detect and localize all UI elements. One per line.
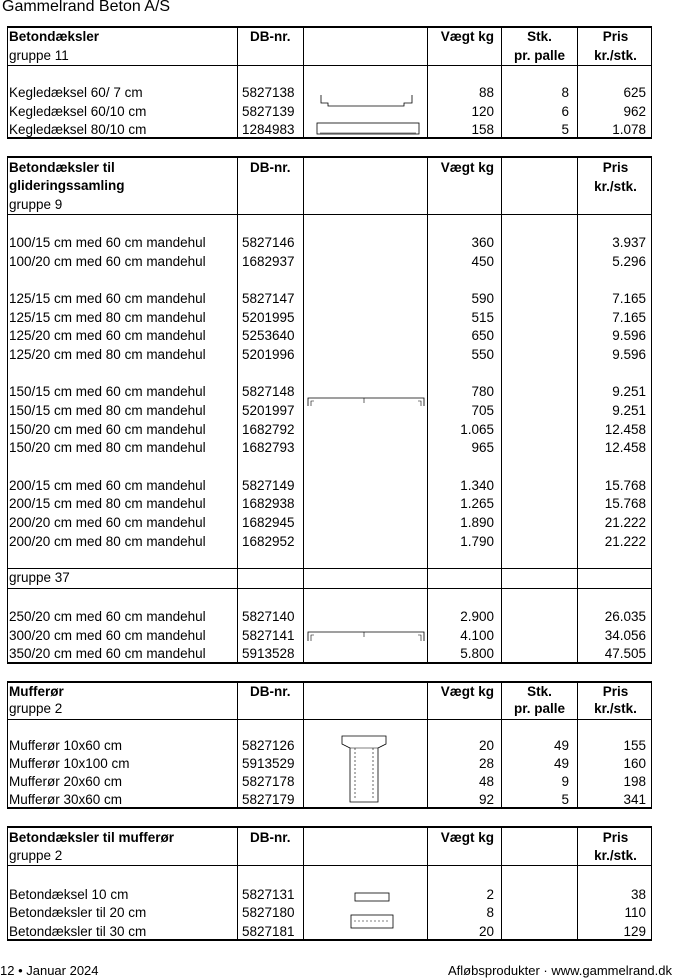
- row-stk: 6: [561, 104, 569, 119]
- row-stk: 8: [561, 85, 569, 100]
- row-name: 125/20 cm med 60 cm mandehul: [9, 328, 206, 343]
- row-name: 200/20 cm med 80 cm mandehul: [9, 534, 206, 549]
- weight-header: Vægt kg: [440, 684, 494, 699]
- row-db: 1682938: [242, 496, 295, 511]
- row-weight: 590: [471, 291, 494, 306]
- row-name: Kegledæksel 60/10 cm: [9, 104, 147, 119]
- row-name: 250/20 cm med 60 cm mandehul: [9, 609, 206, 624]
- row-name: Kegledæksel 60/ 7 cm: [9, 85, 143, 100]
- db-header: DB-nr.: [250, 830, 291, 845]
- row-name: 150/15 cm med 60 cm mandehul: [9, 384, 206, 399]
- company-title: Gammelrand Beton A/S: [2, 0, 171, 15]
- row-price: 198: [623, 774, 646, 789]
- row-price: 160: [623, 756, 646, 771]
- row-name: Betondæksel 10 cm: [9, 887, 129, 902]
- row-weight: 515: [471, 310, 494, 325]
- row-price: 5.296: [612, 254, 646, 269]
- cone-cover-large-drawing: [316, 122, 422, 136]
- row-weight: 1.790: [460, 534, 494, 549]
- row-price: 110: [624, 905, 646, 920]
- row-db: 5827139: [242, 104, 295, 119]
- pipe-cover-large-drawing: [348, 912, 398, 932]
- row-name: 350/20 cm med 60 cm mandehul: [9, 646, 206, 661]
- row-weight: 705: [471, 403, 494, 418]
- row-price: 12.458: [604, 440, 646, 455]
- row-db: 5827126: [242, 738, 295, 753]
- footer-page: 12 • Januar 2024: [0, 963, 99, 978]
- row-weight: 4.100: [460, 628, 494, 643]
- row-price: 21.222: [604, 515, 646, 530]
- row-db: 5201997: [242, 403, 295, 418]
- row-price: 129: [623, 924, 646, 939]
- socket-pipe-drawing: [338, 734, 390, 804]
- table-betondaeksler-mufferor: [7, 826, 652, 941]
- row-name: 150/20 cm med 80 cm mandehul: [9, 440, 206, 455]
- row-price: 7.165: [612, 291, 646, 306]
- row-weight: 2.900: [460, 609, 494, 624]
- row-db: 5827181: [242, 924, 295, 939]
- row-price: 962: [623, 104, 646, 119]
- row-weight: 965: [471, 440, 494, 455]
- group-label: gruppe 11: [9, 48, 69, 63]
- row-name: 125/20 cm med 80 cm mandehul: [9, 347, 206, 362]
- row-db: 5253640: [242, 328, 295, 343]
- db-header: DB-nr.: [250, 29, 291, 44]
- slab-cover-drawing: [306, 394, 426, 410]
- row-price: 21.222: [604, 534, 646, 549]
- section-title: Betondæksler til mufferør: [9, 830, 175, 845]
- row-db: 1682945: [242, 515, 295, 530]
- row-price: 9.251: [612, 403, 646, 418]
- row-price: 38: [630, 887, 646, 902]
- row-weight: 28: [478, 756, 494, 771]
- row-name: 125/15 cm med 60 cm mandehul: [9, 291, 206, 306]
- row-weight: 2: [486, 887, 494, 902]
- row-name: Mufferør 30x60 cm: [9, 792, 123, 807]
- price-header: Pris: [602, 29, 629, 44]
- row-stk: 49: [553, 756, 569, 771]
- cone-cover-drawing: [320, 90, 420, 108]
- weight-header: Vægt kg: [440, 160, 494, 175]
- row-price: 341: [623, 792, 646, 807]
- row-weight: 450: [471, 254, 494, 269]
- row-name: 100/20 cm med 60 cm mandehul: [9, 254, 206, 269]
- pipe-cover-small-drawing: [353, 890, 393, 904]
- price-subheader: kr./stk.: [594, 701, 637, 716]
- group-label-37: gruppe 37: [9, 570, 70, 585]
- row-db: 5913528: [242, 646, 295, 661]
- row-db: 5827138: [242, 85, 295, 100]
- group-label: gruppe 9: [9, 197, 63, 212]
- row-db: 1682793: [242, 440, 295, 455]
- row-weight: 1.340: [460, 478, 494, 493]
- row-db: 5201996: [242, 347, 295, 362]
- row-db: 5913529: [242, 756, 295, 771]
- table-mufferor: [7, 681, 652, 809]
- row-stk: 5: [561, 122, 569, 137]
- row-price: 155: [623, 738, 646, 753]
- row-db: 1682952: [242, 534, 295, 549]
- row-price: 34.056: [604, 628, 646, 643]
- row-stk: 5: [561, 792, 569, 807]
- row-name: Mufferør 10x100 cm: [9, 756, 130, 771]
- row-db: 5827179: [242, 792, 295, 807]
- row-name: 300/20 cm med 60 cm mandehul: [9, 628, 206, 643]
- db-header: DB-nr.: [250, 160, 291, 175]
- row-stk: 49: [553, 738, 569, 753]
- stk-header: Stk.: [527, 29, 552, 44]
- section-title-line2: glideringssamling: [9, 178, 125, 193]
- price-header: Pris: [602, 684, 629, 699]
- price-header: Pris: [602, 830, 629, 845]
- table-betondaeksler: [7, 26, 652, 139]
- row-price: 9.596: [612, 347, 646, 362]
- row-db: 5201995: [242, 310, 295, 325]
- row-db: 1682792: [242, 422, 295, 437]
- row-price: 15.768: [604, 478, 646, 493]
- row-db: 5827149: [242, 478, 295, 493]
- row-db: 5827140: [242, 609, 295, 624]
- stk-subheader: pr. palle: [513, 48, 566, 63]
- row-weight: 1.265: [460, 496, 494, 511]
- row-stk: 9: [561, 774, 569, 789]
- group-label: gruppe 2: [9, 848, 63, 863]
- row-name: 200/15 cm med 60 cm mandehul: [9, 478, 206, 493]
- row-weight: 1.065: [460, 422, 494, 437]
- row-price: 47.505: [604, 646, 646, 661]
- section-title: Betondæksler: [9, 29, 100, 44]
- row-weight: 88: [478, 85, 494, 100]
- row-price: 26.035: [604, 609, 646, 624]
- row-price: 1.078: [612, 122, 646, 137]
- price-subheader: kr./stk.: [594, 848, 637, 863]
- row-db: 1682937: [242, 254, 295, 269]
- row-db: 5827148: [242, 384, 295, 399]
- weight-header: Vægt kg: [440, 29, 494, 44]
- row-db: 1284983: [242, 122, 295, 137]
- row-name: 200/15 cm med 80 cm mandehul: [9, 496, 206, 511]
- row-name: Betondæksler til 20 cm: [9, 905, 147, 920]
- weight-header: Vægt kg: [440, 830, 494, 845]
- row-weight: 158: [471, 122, 494, 137]
- section-title: Mufferør: [9, 684, 64, 699]
- row-weight: 1.890: [460, 515, 494, 530]
- row-name: 200/20 cm med 60 cm mandehul: [9, 515, 206, 530]
- row-db: 5827147: [242, 291, 295, 306]
- db-header: DB-nr.: [250, 684, 291, 699]
- group-label: gruppe 2: [9, 701, 63, 716]
- row-weight: 8: [486, 905, 494, 920]
- row-name: Mufferør 20x60 cm: [9, 774, 123, 789]
- row-name: Mufferør 10x60 cm: [9, 738, 123, 753]
- slab-cover-large-drawing: [306, 628, 426, 644]
- row-weight: 48: [478, 774, 494, 789]
- row-price: 15.768: [604, 496, 646, 511]
- row-db: 5827178: [242, 774, 295, 789]
- table-betondaeksler-glidering: [7, 156, 652, 664]
- row-db: 5827141: [242, 628, 295, 643]
- row-name: 150/20 cm med 60 cm mandehul: [9, 422, 206, 437]
- row-price: 7.165: [612, 310, 646, 325]
- row-weight: 360: [471, 235, 494, 250]
- section-title-line1: Betondæksler til: [9, 160, 115, 175]
- row-weight: 20: [478, 738, 494, 753]
- row-weight: 780: [471, 384, 494, 399]
- row-weight: 650: [471, 328, 494, 343]
- price-subheader: kr./stk.: [594, 48, 637, 63]
- stk-header: Stk.: [527, 684, 552, 699]
- footer-site: Afløbsprodukter · www.gammelrand.dk: [448, 963, 672, 978]
- row-price: 12.458: [604, 422, 646, 437]
- row-name: Kegledæksel 80/10 cm: [9, 122, 147, 137]
- stk-subheader: pr. palle: [513, 701, 566, 716]
- row-db: 5827131: [242, 887, 295, 902]
- row-db: 5827180: [242, 905, 295, 920]
- row-weight: 20: [478, 924, 494, 939]
- row-price: 625: [623, 85, 646, 100]
- row-weight: 92: [478, 792, 494, 807]
- row-name: 100/15 cm med 60 cm mandehul: [9, 235, 206, 250]
- row-weight: 5.800: [460, 646, 494, 661]
- row-name: 150/15 cm med 80 cm mandehul: [9, 403, 206, 418]
- row-name: 125/15 cm med 80 cm mandehul: [9, 310, 206, 325]
- price-header: Pris: [602, 160, 629, 175]
- row-name: Betondæksler til 30 cm: [9, 924, 147, 939]
- row-db: 5827146: [242, 235, 295, 250]
- row-weight: 120: [471, 104, 494, 119]
- price-subheader: kr./stk.: [594, 179, 637, 194]
- row-price: 3.937: [612, 235, 646, 250]
- row-price: 9.596: [612, 328, 646, 343]
- row-price: 9.251: [612, 384, 646, 399]
- row-weight: 550: [471, 347, 494, 362]
